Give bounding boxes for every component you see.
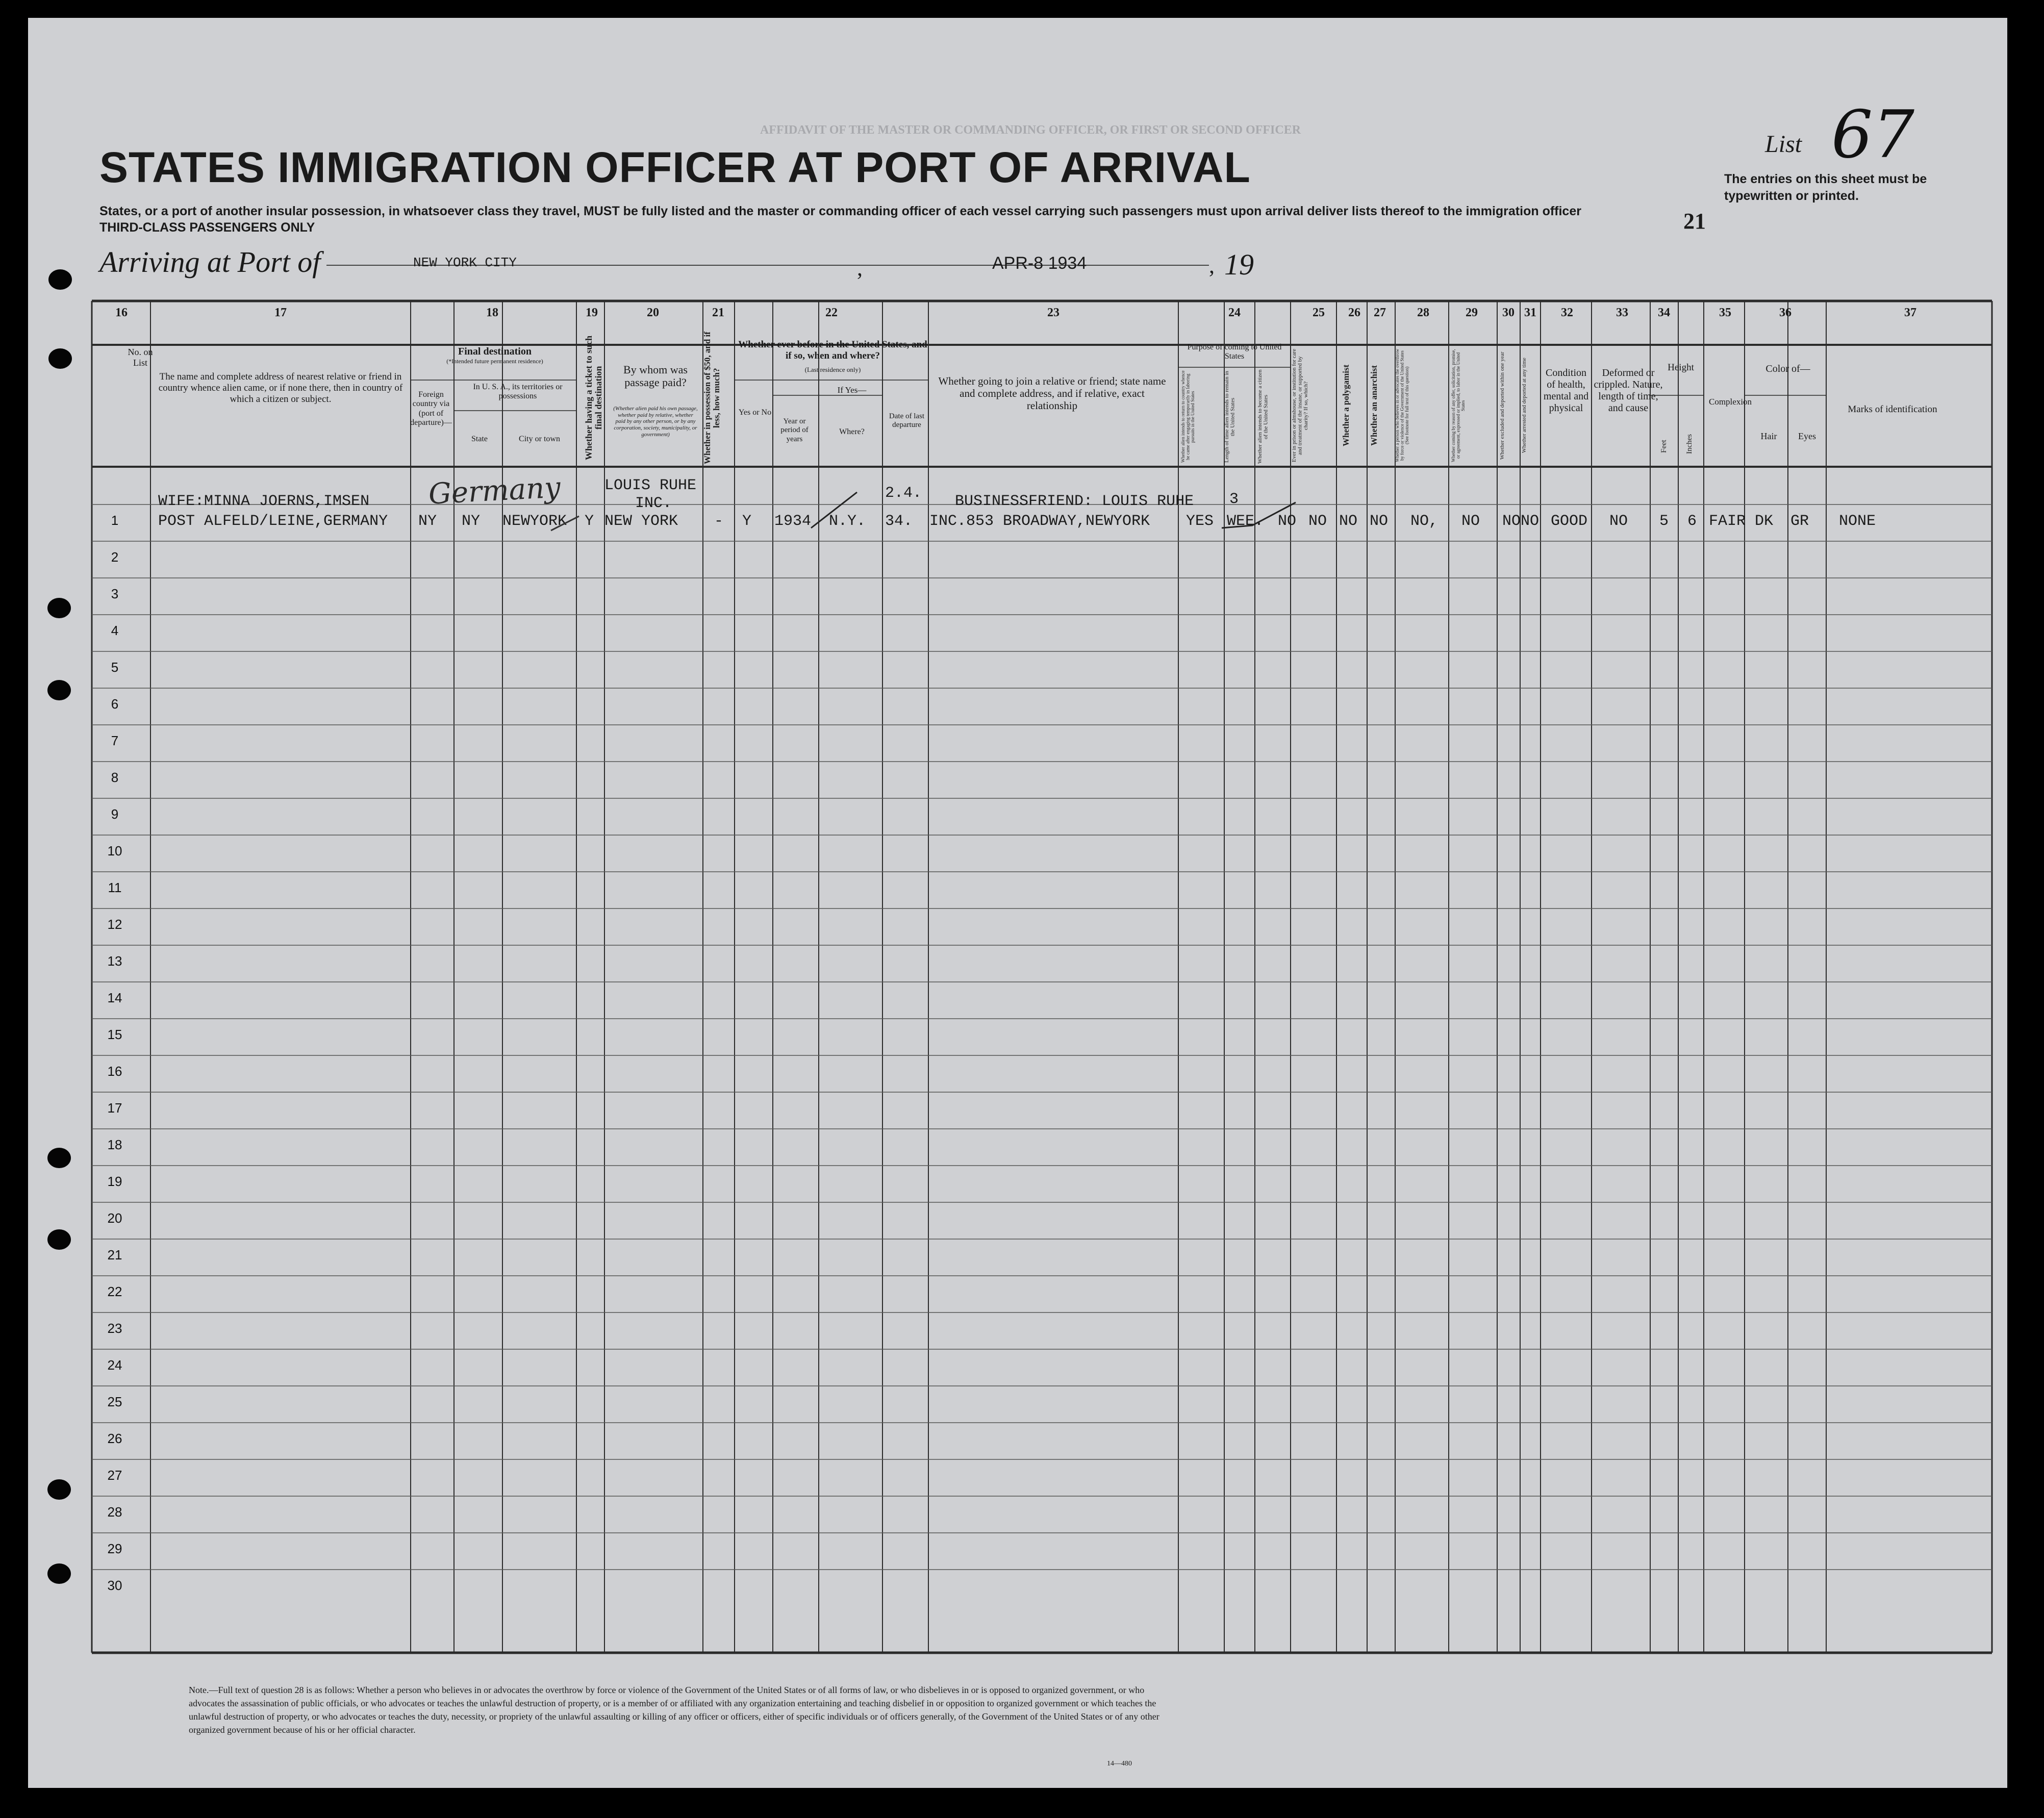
header-c18-note: (*Intended future permanent residence) xyxy=(446,358,543,365)
row-number: 28 xyxy=(107,1504,122,1520)
row-number: 21 xyxy=(107,1247,122,1262)
list-label: List xyxy=(1765,131,1802,158)
header-c24-c: Whether alien intends to become a citizen of the United States xyxy=(1257,369,1269,464)
deformed-value: NO xyxy=(1609,513,1628,530)
column-number: 24 xyxy=(1228,306,1241,319)
header-c35: Complexion xyxy=(1709,397,1752,407)
last-departure-1: 2.4. xyxy=(885,485,922,502)
header-c25: Ever in prison or almshouse, or institution for care and treatment of the insane, or supported by charity? If so, which? xyxy=(1291,348,1309,463)
row-number: 7 xyxy=(111,733,119,748)
row-number: 6 xyxy=(111,696,119,712)
row-number: 1 xyxy=(111,513,119,528)
header-c18-city: City or town xyxy=(519,435,560,443)
header-c21: Whether in possession of $50, and if less, how much? xyxy=(702,332,721,464)
hair-value: DK xyxy=(1755,513,1774,530)
row-number: 11 xyxy=(108,880,122,895)
row-number: 22 xyxy=(107,1284,122,1299)
money-value: - xyxy=(714,513,724,530)
header-c26: Whether a polygamist xyxy=(1341,364,1351,447)
row-number: 18 xyxy=(107,1137,122,1152)
header-c24-title: Purpose of coming to United States xyxy=(1187,343,1282,361)
column-number: 19 xyxy=(586,306,598,319)
paid-by-line2: INC. xyxy=(635,495,672,512)
column-number: 32 xyxy=(1561,306,1573,319)
header-c20-title: By whom was passage paid? xyxy=(623,363,688,389)
deported-value: NO xyxy=(1521,513,1540,530)
column-number: 17 xyxy=(274,306,287,319)
relative-address: POST ALFELD/LEINE,GERMANY xyxy=(158,513,388,530)
column-number: 25 xyxy=(1313,306,1325,319)
column-number: 16 xyxy=(115,306,128,319)
column-number: 36 xyxy=(1779,306,1791,319)
dest-state: NY xyxy=(462,513,481,530)
height-inches: 6 xyxy=(1687,513,1697,530)
length-of-stay-2: WEE. xyxy=(1227,513,1264,530)
excluded-value: NO xyxy=(1502,513,1521,530)
row-number: 3 xyxy=(111,586,119,601)
list-number: 67 xyxy=(1831,97,1914,173)
header-c27: Whether an anarchist xyxy=(1369,365,1379,446)
page-subtitle: States, or a port of another insular possession, in whatsoever class they travel, MUST be fully listed and the master or commanding officer of each vessel carrying such passengers must upon arrival deliver lists thereof to the immigration officer xyxy=(99,204,1581,218)
row-number: 27 xyxy=(107,1468,122,1483)
dest-city: NEWYORK xyxy=(502,513,567,530)
header-c30: Whether excluded and deported within one year xyxy=(1499,351,1505,460)
header-c24-b: Length of time alien intends to remain in the United States xyxy=(1224,371,1236,463)
length-of-stay-1: 3 xyxy=(1229,491,1239,508)
header-c34-feet: Feet xyxy=(1660,440,1668,453)
row-number: 29 xyxy=(107,1541,122,1556)
header-c18-usa: In U. S. A., its territories or possessions xyxy=(473,383,563,401)
manifest-sheet: AFFIDAVIT OF THE MASTER OR COMMANDING OFFICER, OR FIRST OR SECOND OFFICER List 67 The entries on this sheet must be typewritten or printed. 21 STATES IMMIGRATION OFFICER AT PORT OF ARRIVAL States, or a port of another insular possession, in whatsoever class they travel, MUST be fully listed and the master or commanding officer of each vessel carrying such passengers must upon arrival deliver lists thereof to the immigration officer THIRD-CLASS PASSENGERS ONLY Arriving at Port of NEW YORK CITY , APR-8 1934 , 19 16 17 18 19 20 21 22 23 24 25 26 27 28 29 30 31 32 33 34 35 36 37 No. on List The name and complete address of nearest relative or friend in country whence alien came, or if none there, then in country of which a citizen or subject. Final destination (*Intended future permanent residence) Foreign country via (port of departure)— In U. S. A., its territories or possessions State City or town Whether having a ticket to such final destination By whom was passage paid? (Whether alien paid his own passage, whether paid by relative, whether paid by any other person, or by any corporation, society, municipality, or government) Whether in possession of $50, and if less, how much? Whether ever before in the United States, and if so, when and where? (Last residence only) If Yes— Yes or No Year or period of years Where? Date of last departure Whether going to join a relative or friend; state name and complete address, and if relative, exact relationship Purpose of coming to United States Whether alien intends to return to country whence he came after engaging temporarily in laboring pursuits in the United States Length of time alien intends to remain in the United States Whether alien intends to become a citizen of the United States Ever in prison or almshouse, or institution for care and treatment of the insane, or supported by charity? If so, which? Whether a polygamist Whether an anarchist Whether a person who believes in or advocates the overthrow by force or violence of the Government of the United States (See footnote for full text of this question) Whether coming by reason of any offer, solicitation, promise, or agreement, expressed or implied, to labor in the United States Whether excluded and deported within one year Whether arrested and deported at any time Condition of health, mental and physical Deformed or crippled. Nature, length of time, and cause Height Feet Inches Complexion Color of— Hair Eyes Marks of identification 1 2 3 4 5 6 7 8 9 10 11 12 13 14 15 16 17 18 19 20 21 22 23 24 25 26 27 28 29 30 WIFE:MINNA JOERNS,IMSEN POST ALFELD/LEINE,GERMANY Germany NY NY NEWYORK Y LOUIS RUHE INC. NEW YORK - Y 1934 N.Y. 2.4. 34. BUSINESSFRIEND: LOUIS RUHE INC.853 BROADWAY,NEWYORK YES 3 WEE. NO NO NO NO NO, NO NO NO GOOD NO 5 6 FAIR DK GR NONE Note.—Full text of question 28 is as follows: Whether a person who believes in or advocates the overthrow by force or violence of the Government of the United States or of all forms of law, or who disbelieves in or is opposed to organized government, or who advocates the assassination of public officials, or who advocates or teaches the unlawful destruction of property, or is a member of or affiliated with any organization entertaining and teaching disbelief in or opposition to organized government or which teaches the unlawful destruction of property, or who advocates or teaches the duty, necessity, or propriety of the unlawful assaulting or killing of any officer or officers, either of specific individuals or of officers generally, of the Government of the United States or of any other organized government because of his or her official character. 14—480 xyxy=(0,0,2044,1818)
row-number: 5 xyxy=(111,660,119,675)
page-title: STATES IMMIGRATION OFFICER AT PORT OF ARRIVAL xyxy=(99,143,1251,191)
header-c36-eyes: Eyes xyxy=(1798,431,1816,441)
offer-value: NO xyxy=(1461,513,1480,530)
row-number: 13 xyxy=(107,953,122,969)
arrival-date: APR-8 1934 xyxy=(992,254,1087,273)
column-number: 22 xyxy=(825,306,838,319)
column-number: 33 xyxy=(1616,306,1628,319)
marks-value: NONE xyxy=(1839,513,1876,530)
header-c28: Whether a person who believes in or advocates the overthrow by force or violence of the Government of the United States (See footnote for full text of this question) xyxy=(1395,348,1409,463)
before-in-us: Y xyxy=(742,513,752,530)
header-c22-year: Year or period of years xyxy=(780,417,809,443)
header-c29: Whether coming by reason of any offer, solicitation, promise, or agreement, expressed or implied, to labor in the United States xyxy=(1451,349,1466,462)
row-number: 14 xyxy=(107,990,122,1005)
header-c23: Whether going to join a relative or friend; state name and complete address, and if relative, exact relationship xyxy=(938,375,1166,412)
anarchist-value: NO xyxy=(1370,513,1389,530)
header-c18-foreign: Foreign country via (port of departure)— xyxy=(410,390,452,427)
complexion-value: FAIR xyxy=(1709,513,1746,530)
row-number: 10 xyxy=(107,843,122,858)
prison-value: NO xyxy=(1308,513,1327,530)
row-number: 9 xyxy=(111,806,119,822)
row-number: 12 xyxy=(107,917,122,932)
last-departure-2: 34. xyxy=(885,513,913,530)
polygamist-value: NO xyxy=(1339,513,1358,530)
via-port: NY xyxy=(418,513,437,530)
join-line2: INC.853 BROADWAY,NEWYORK xyxy=(929,513,1150,530)
header-c22-note: (Last residence only) xyxy=(804,366,861,373)
header-c33: Deformed or crippled. Nature, length of time, and cause xyxy=(1594,367,1663,414)
citizen-value: NO xyxy=(1278,513,1297,530)
row-number: 15 xyxy=(107,1027,122,1042)
header-c18-state: State xyxy=(471,435,488,443)
header-c22-date: Date of last departure xyxy=(889,412,925,430)
header-c36-title: Color of— xyxy=(1765,363,1810,374)
passenger-class: THIRD-CLASS PASSENGERS ONLY xyxy=(99,220,315,235)
column-number: 30 xyxy=(1502,306,1515,319)
column-number: 26 xyxy=(1348,306,1360,319)
header-c22-yesno: Yes or No xyxy=(738,408,772,417)
relative-name: WIFE:MINNA JOERNS,IMSEN xyxy=(158,493,370,510)
row-number: 4 xyxy=(111,623,119,638)
form-number: 14—480 xyxy=(1107,1760,1132,1767)
column-number: 37 xyxy=(1904,306,1916,319)
column-number: 29 xyxy=(1466,306,1478,319)
join-line1: BUSINESSFRIEND: LOUIS RUHE xyxy=(955,493,1194,510)
row-number: 8 xyxy=(111,770,119,785)
header-c22-title: Whether ever before in the United States, and if so, when and where? xyxy=(738,339,927,361)
faint-reverse-title: AFFIDAVIT OF THE MASTER OR COMMANDING OFFICER, OR FIRST OR SECOND OFFICER xyxy=(760,123,1301,137)
eyes-value: GR xyxy=(1790,513,1809,530)
row-number: 26 xyxy=(107,1431,122,1446)
row-number: 2 xyxy=(111,549,119,565)
port-name: NEW YORK CITY xyxy=(413,255,517,270)
header-c32: Condition of health, mental and physical xyxy=(1543,367,1589,414)
year-prefix: 19 xyxy=(1224,248,1254,281)
header-c19: Whether having a ticket to such final destination xyxy=(584,335,603,461)
header-c34-title: Height xyxy=(1668,362,1694,373)
column-number: 27 xyxy=(1374,306,1386,319)
purpose-return: YES xyxy=(1186,513,1214,530)
column-number: 28 xyxy=(1417,306,1429,319)
sheet-instruction: The entries on this sheet must be typewritten or printed. xyxy=(1724,172,1927,203)
header-c34-inches: Inches xyxy=(1685,434,1694,454)
overthrow-value: NO, xyxy=(1410,513,1439,530)
header-c37: Marks of identification xyxy=(1848,404,1937,415)
footnote: Note.—Full text of question 28 is as follows: Whether a person who believes in or advocates the overthrow by force or violence of the Government of the United States or of all forms of law, or who disbelieves in or is opposed to organized government, or who advocates the assassination of public officials, or who advocates or teaches the unlawful destruction of property, or is a member of or affiliated with any organization entertaining and teaching disbelief in or opposition to organized government or which teaches the unlawful destruction of property, or who advocates or teaches the duty, necessity, or propriety of the unlawful assaulting or killing of any officer or officers, either of specific individuals or of officers generally, of the Government of the United States or of any other organized government because of his or her official character. xyxy=(189,1685,1159,1735)
row-number: 16 xyxy=(107,1064,122,1079)
column-number: 34 xyxy=(1658,306,1670,319)
header-c22-where: Where? xyxy=(839,427,865,436)
row-number: 30 xyxy=(107,1578,122,1593)
health-value: GOOD xyxy=(1551,513,1588,530)
header-no-on-list: No. on List xyxy=(128,347,153,368)
foreign-country-handwritten: Germany xyxy=(427,471,562,511)
header-c31: Whether arrested and deported at any time xyxy=(1521,358,1527,453)
where-value: N.Y. xyxy=(829,513,866,530)
column-number: 23 xyxy=(1047,306,1059,319)
height-feet: 5 xyxy=(1659,513,1669,530)
row-number: 23 xyxy=(107,1321,122,1336)
header-c22-ifyes: If Yes— xyxy=(837,385,867,395)
row-number: 24 xyxy=(107,1357,122,1373)
header-c36-hair: Hair xyxy=(1760,431,1777,441)
row-number: 19 xyxy=(107,1174,122,1189)
paid-by-line3: NEW YORK xyxy=(604,513,678,530)
header-c20-note: (Whether alien paid his own passage, whether paid by relative, whether paid by any other person, or by any corporation, society, municipality, or government) xyxy=(613,406,698,438)
column-number: 35 xyxy=(1719,306,1731,319)
row-number: 25 xyxy=(107,1394,122,1409)
row-number: 17 xyxy=(107,1100,122,1116)
header-c17: The name and complete address of nearest relative or friend in country whence alien came, or if none there, then in country of which a citizen or subject. xyxy=(158,371,403,405)
paid-by-line1: LOUIS RUHE xyxy=(604,477,697,494)
arriving-label: Arriving at Port of xyxy=(99,245,321,279)
year-value: 1934 xyxy=(774,513,812,530)
ticket-value: Y xyxy=(585,513,594,530)
sheet-number: 21 xyxy=(1683,209,1706,234)
column-number: 21 xyxy=(712,306,724,319)
header-c24-a: Whether alien intends to return to country whence he came after engaging temporarily in laboring pursuits in the United States xyxy=(1180,370,1195,463)
row-number: 20 xyxy=(107,1210,122,1226)
column-number: 31 xyxy=(1524,306,1536,319)
header-c18-title: Final destination xyxy=(458,346,532,357)
column-number: 18 xyxy=(486,306,498,319)
column-number: 20 xyxy=(647,306,659,319)
